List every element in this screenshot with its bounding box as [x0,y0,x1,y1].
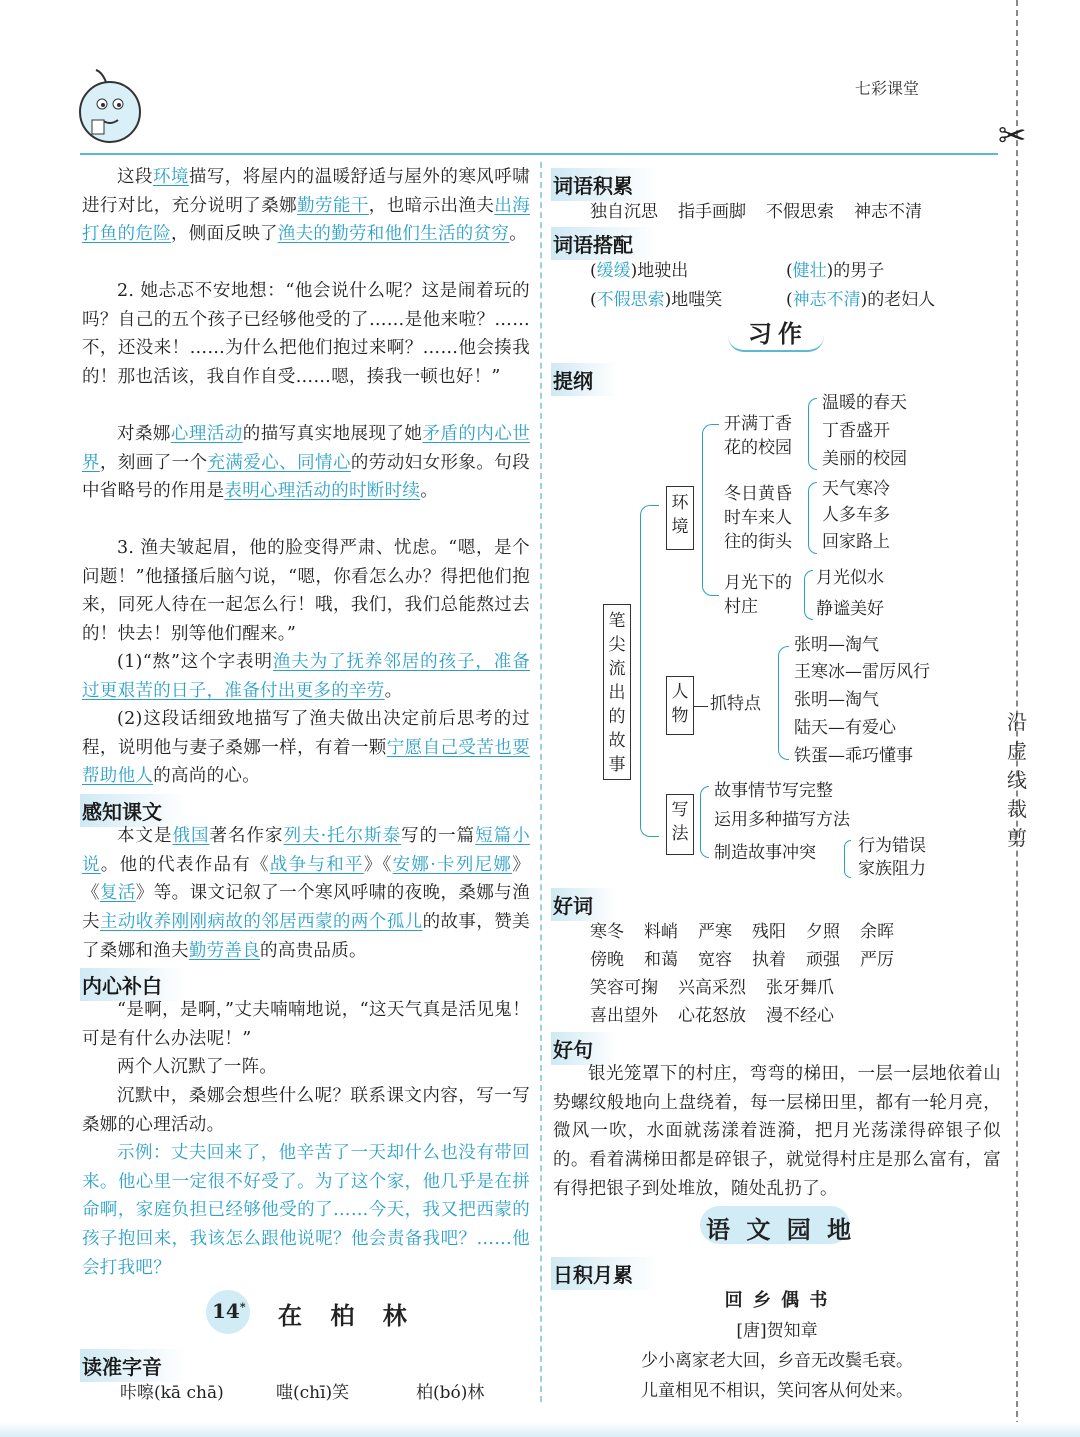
outline-conflict-item: 家族阻力 [858,859,926,879]
left-paragraph-8: “是啊，是啊，”丈夫喃喃地说，“这天气真是活见鬼！可是有什么办法呢！” [82,1000,530,1049]
bottom-decoration [0,1422,1080,1437]
poem-title: 回 乡 偶 书 [724,1290,830,1311]
left-paragraph-6: (2)这段话细致地描写了渔夫做出决定前后思考的过程，说明他与妻子桑娜一样，有着一颗宁愿自己受苦也要帮助他人的高尚的心。 [82,709,530,787]
lesson-title: 在 柏 林 [278,1301,417,1330]
vocab-list [590,197,922,222]
outline-sub: 人多车多 [822,505,890,525]
column-divider [540,162,542,1402]
outline-sub: 天气寒冷 [822,479,890,499]
outline-sub: 回家路上 [822,532,890,552]
left-paragraph-4: 3. 渔夫皱起眉，他的脸变得严肃、忧虑。“嗯，是个问题！”他搔搔后脑勺说，“嗯，你看怎么办？得把他们抱来，同死人待在一起怎么行！哦，我们，我们总能熬过去的！快去！别等他们醒来。” [82,538,530,645]
outline-person-mid: 抓特点 [710,694,761,714]
good-sentence: 银光笼罩下的村庄，弯弯的梯田，一层一层地依着山势螺纹般地向上盘绕着，每一层梯田里，都有一轮月亮，微风一吹，水面就荡漾着涟漪，把月光荡漾得碎银子似的。看着满梯田都是碎银子，就觉得村庄是那么富有，富有得把银子到处堆放，随处乱扔了。 [553,1064,1001,1199]
outline-brace-env-1 [808,398,817,470]
outline-person-item: 铁蛋—乖巧懂事 [794,746,913,766]
section-heading-vocab: 词语积累 [551,168,657,201]
vocab-word: 指手画脚 [678,202,746,222]
left-paragraph-3: 对桑娜心理活动的描写真实地展现了她矛盾的内心世界，刻画了一个充满爱心、同情心的劳动妇女形象。句段中省略号的作用是表明心理活动的时断时续。 [82,424,531,502]
pinyin-item-3: 柏(bó)林 [416,1383,485,1403]
left-paragraph-1: 这段环境描写，将屋内的温暖舒适与屋外的寒风呼啸进行对比，充分说明了桑娜勤劳能干，也暗示出渔夫出海打鱼的危险，侧面反映了渔夫的勤劳和他们生活的贫穷。 [82,167,531,245]
scissors-icon: ✂ [998,116,1027,156]
outline-brace-conflict [844,840,851,878]
left-paragraph-2: 2. 她忐忑不安地想：“他会说什么呢？这是闹着玩的吗？自己的五个孩子已经够他受的了……是他来啦？……不，还没来！……为什么把他们抱过来啊？……他会揍我的！那也活该，我自作自受……嗯，揍我一顿也好！” [82,281,530,388]
pinyin-item-1: 咔嚓(kā chā) [120,1383,224,1403]
outline-method: 写法 [666,794,694,855]
outline-method-item: 制造故事冲突 [714,843,816,863]
outline-brace-method [700,786,709,858]
outline-conflict-item: 行为错误 [858,836,926,856]
outline-sub: 月光似水 [816,568,884,588]
outline-person-item: 张明—淘气 [794,690,879,710]
poem-line-1: 少小离家老大回，乡音无改鬓毛衰。 [641,1351,913,1371]
left-paragraph-9: 两个人沉默了一阵。 [117,1057,278,1077]
section-heading-good-sentence: 好句 [551,1032,617,1065]
outline-person-item: 王寒冰—雷厉风行 [794,662,930,682]
section-heading-daily: 日积月累 [551,1257,657,1290]
outline-brace-main [640,505,659,837]
outline-brace-env-2 [808,482,817,554]
mascot-logo [76,68,148,152]
collocation-3: (不假思索)地嗤笑 [590,290,723,310]
header-rule [80,153,998,155]
lesson-number: 14* [212,1299,246,1323]
outline-sub: 温暖的春天 [822,393,907,413]
outline-person-item: 陆天—有爱心 [794,718,896,738]
collocation-2: (健壮)的男子 [786,261,885,281]
outline-sub: 丁香盛开 [822,421,890,441]
poem-author: [唐]贺知章 [736,1321,818,1341]
section-heading-outline: 提纲 [551,363,617,396]
poem-line-2: 儿童相见不相识，笑问客从何处来。 [641,1381,913,1401]
brand-label: 七彩课堂 [855,79,920,98]
outline-person-item: 张明—淘气 [794,635,879,655]
section-heading-pronunciation: 读准字音 [80,1349,186,1382]
good-words-row: 寒冬 料峭 严寒 残阳 夕照 余晖 [590,922,894,942]
outline-sub: 美丽的校园 [822,449,907,469]
outline-env: 环境 [666,486,694,550]
section-heading-good-words: 好词 [551,888,617,921]
left-paragraph-5: (1)“熬”这个字表明渔夫为了抚养邻居的孩子，准备过更艰苦的日子，准备付出更多的辛劳。 [82,652,531,701]
cut-instruction: 沿虚线裁剪 [1007,710,1027,850]
outline-brace-person [778,646,789,760]
outline-env-item-3: 月光下的村庄 [724,573,792,617]
vocab-word: 独自沉思 [590,202,658,222]
left-paragraph-10: 沉默中，桑娜会想些什么呢？联系课文内容，写一写桑娜的心理活动。 [82,1086,530,1135]
good-words-row: 笑容可掬 兴高采烈 张牙舞爪 [590,978,834,998]
outline-brace-env-3 [804,570,813,620]
left-paragraph-7: 本文是俄国著名作家列夫·托尔斯泰写的一篇短篇小说。他的代表作品有《战争与和平》《安娜·卡列尼娜》《复活》等。课文记叙了一个寒风呼啸的夜晚，桑娜与渔夫主动收养刚刚病故的邻居西蒙的两个孤儿的故事，赞美了桑娜和渔夫勤劳善良的高贵品质。 [82,826,531,961]
pinyin-item-2: 嗤(chī)笑 [276,1383,350,1403]
banner-garden: 语 文 园 地 [706,1215,856,1244]
outline-root: 笔尖流出的故事 [603,604,631,780]
outline-connector [694,706,708,707]
banner-writing: 习作 [748,319,808,348]
collocation-1: (缓缓)地驶出 [590,261,689,281]
outline-env-item-1: 开满丁香花的校园 [724,414,792,458]
outline-person: 人物 [666,676,694,735]
section-heading-collocation: 词语搭配 [551,227,657,260]
vocab-word: 不假思索 [766,202,834,222]
outline-sub: 静谧美好 [816,599,884,619]
good-words-list [590,918,914,1030]
outline-brace-env [702,424,719,596]
good-words-row: 傍晚 和蔼 宽容 执着 顽强 严厉 [590,950,894,970]
vocab-word: 神志不清 [854,202,922,222]
left-example-answer: 示例：丈夫回来了，他辛苦了一天却什么也没有带回来。他心里一定很不好受了。为了这个家，他几乎是在拼命啊，家庭负担已经够他受的了……今天，我又把西蒙的孩子抱回来，我该怎么跟他说呢？他会责备我吧？……他会打我吧？ [82,1143,530,1278]
section-heading-inner-voice: 内心补白 [80,968,186,1001]
good-words-row: 喜出望外 心花怒放 漫不经心 [590,1006,834,1026]
outline-method-item: 故事情节写完整 [714,781,833,801]
section-heading-perceive: 感知课文 [80,794,186,827]
outline-env-item-2: 冬日黄昏时车来人往的街头 [724,484,792,552]
collocation-4: (神志不清)的老妇人 [786,290,936,310]
outline-method-item: 运用多种描写方法 [714,810,850,830]
